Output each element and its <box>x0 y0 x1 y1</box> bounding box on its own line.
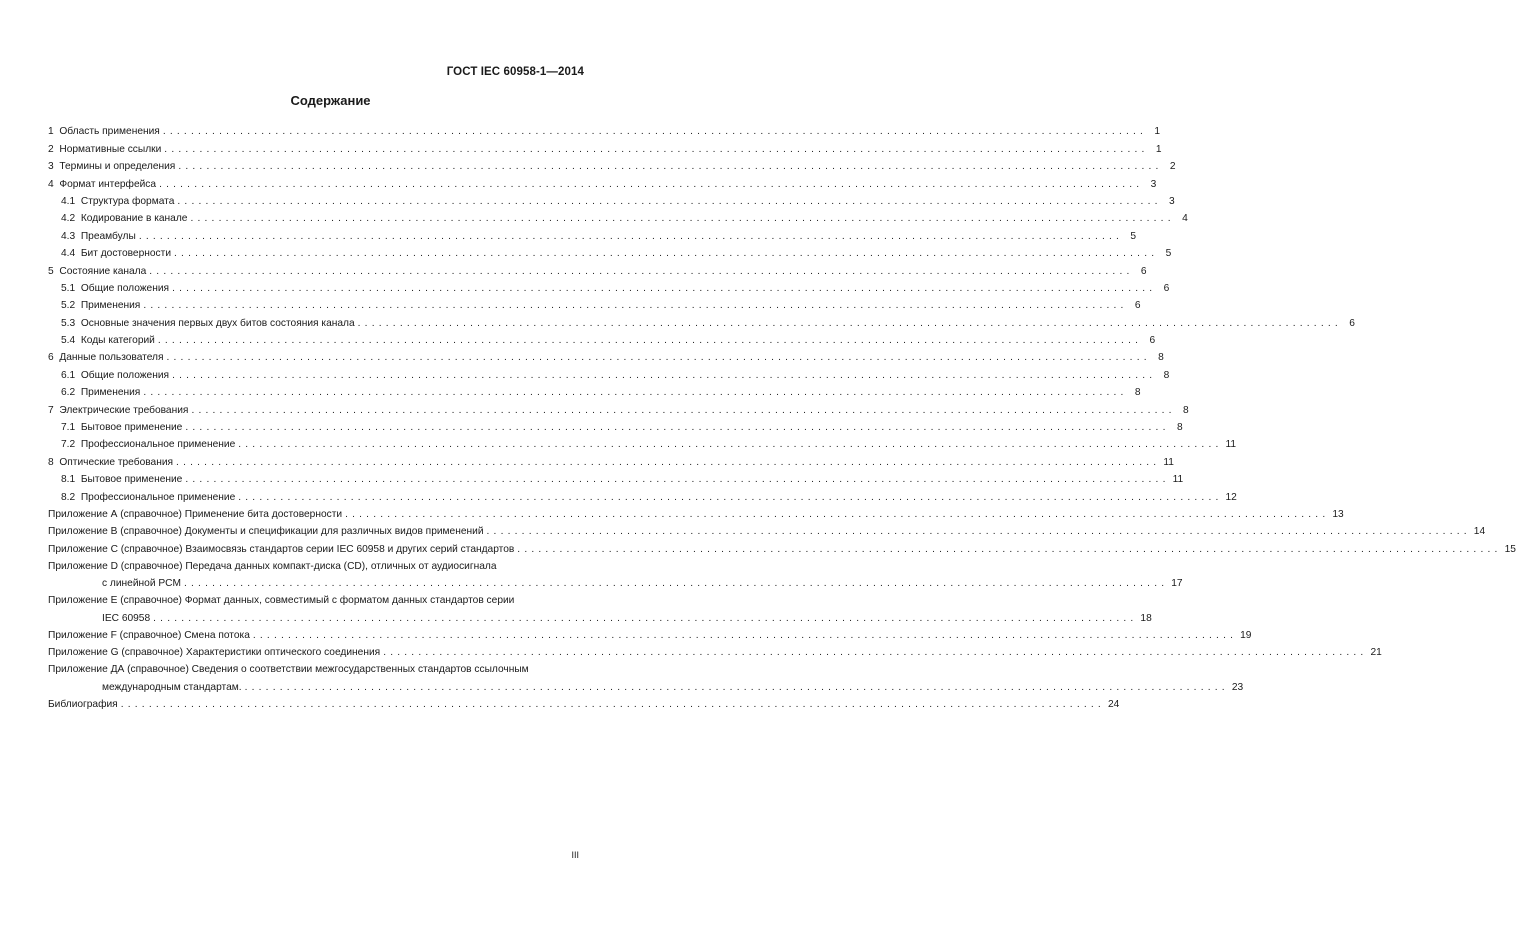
toc-entry-number: 7 <box>48 404 54 416</box>
toc-entry-title-continued: международным стандартам. <box>102 681 242 693</box>
toc-page-number: 11 <box>1172 474 1184 486</box>
dot-leader: ............................................................................................................................................ <box>149 265 1134 277</box>
toc-entry-title: Коды категорий <box>80 335 155 347</box>
toc-entry-title: Термины и определения <box>59 161 176 173</box>
dot-leader: ............................................................................................................................................ <box>383 647 1368 659</box>
toc-entry-title: Библиография <box>48 699 118 711</box>
toc-entry-title: Основные значения первых двух битов состояния канала <box>80 317 355 329</box>
page-title: Содержание <box>290 93 371 108</box>
toc-page-number: 14 <box>1473 526 1486 538</box>
toc-entry-number: 4 <box>48 178 54 190</box>
toc-entry[interactable] <box>48 225 1137 242</box>
toc-page-number: 8 <box>1183 404 1189 416</box>
toc-entry-number: 6.2 <box>61 387 76 399</box>
toc-entry-title: Общие положения <box>80 282 170 294</box>
dot-leader: ............................................................................................................................................ <box>244 681 1229 693</box>
toc-entry[interactable] <box>48 243 1172 260</box>
toc-entry-number: 3 <box>48 161 54 173</box>
toc-entry-title: Бытовое применение <box>80 474 183 486</box>
toc-entry-title: Приложение В (справочное) Документы и спецификации для различных видов применений <box>48 526 484 538</box>
toc-entry-title: Данные пользователя <box>59 352 164 364</box>
toc-entry-title: Нормативные ссылки <box>59 143 162 155</box>
toc-entry[interactable] <box>48 138 1162 155</box>
toc-entry-number: 4.3 <box>61 230 76 242</box>
dot-leader: ............................................................................................................................................ <box>178 161 1163 173</box>
toc-entry-title: Приложение ДА (справочное) Сведения о соответствии межгосударственных стандартов ссылочным <box>48 664 529 676</box>
toc-entry[interactable] <box>48 556 1183 590</box>
toc-entry-number: 4.2 <box>61 213 76 225</box>
toc-page-number: 6 <box>1134 300 1141 312</box>
dot-leader: ............................................................................................................................................ <box>184 578 1169 590</box>
toc-entry-title: Приложение Е (справочное) Формат данных, совместимый с форматом данных стандартов серии <box>48 595 515 607</box>
toc-entry[interactable] <box>48 260 1147 277</box>
dot-leader: ............................................................................................................................................ <box>357 317 1342 329</box>
toc-entry-number: 2 <box>48 143 54 155</box>
table-of-contents <box>48 121 1516 711</box>
toc-entry[interactable] <box>48 659 1244 693</box>
dot-leader: ............................................................................................................................................ <box>164 143 1149 155</box>
toc-entry-number: 1 <box>48 126 54 138</box>
toc-entry-number: 4.4 <box>61 248 76 260</box>
toc-entry[interactable] <box>48 191 1175 208</box>
toc-page-number: 11 <box>1163 456 1174 468</box>
toc-entry-title: Общие положения <box>80 369 170 381</box>
toc-entry-number: 5.4 <box>61 335 76 347</box>
toc-entry-title: Приложение D (справочное) Передача данных компакт-диска (CD), отличных от аудиосигнала <box>48 560 497 572</box>
toc-entry[interactable] <box>48 330 1156 347</box>
toc-page-number: 8 <box>1163 369 1170 381</box>
dot-leader: ............................................................................................................................................ <box>185 422 1170 434</box>
toc-entry-title-continued: с линейной PCM <box>102 578 181 590</box>
dot-leader: ............................................................................................................................................ <box>486 526 1471 538</box>
toc-page-number: 18 <box>1140 612 1152 624</box>
toc-entry-title: Оптические требования <box>59 456 174 468</box>
toc-entry-title: Профессиональное применение <box>80 439 236 451</box>
dot-leader: ............................................................................................................................................ <box>153 612 1138 624</box>
toc-page-number: 6 <box>1349 317 1355 329</box>
dot-leader: ............................................................................................................................................ <box>238 491 1223 503</box>
toc-page-number: 6 <box>1149 335 1156 347</box>
toc-entry[interactable] <box>48 486 1237 503</box>
toc-entry-title: Электрические требования <box>59 404 189 416</box>
toc-entry-number: 7.2 <box>61 439 76 451</box>
dot-leader: ............................................................................................................................................ <box>172 369 1157 381</box>
toc-page-number: 8 <box>1134 387 1141 399</box>
toc-page-number: 15 <box>1504 543 1516 555</box>
dot-leader: ............................................................................................................................................ <box>345 508 1330 520</box>
toc-entry-number: 5 <box>48 265 54 277</box>
toc-entry-title: Применения <box>80 300 141 312</box>
toc-entry-number: 5.3 <box>61 317 76 329</box>
toc-entry[interactable] <box>48 208 1188 225</box>
toc-entry-number: 8 <box>48 456 54 468</box>
dot-leader: ............................................................................................................................................ <box>138 230 1124 242</box>
dot-leader: ............................................................................................................................................ <box>162 126 1148 138</box>
toc-entry-title: Приложение F (справочное) Смена потока <box>48 629 250 641</box>
toc-entry[interactable] <box>48 625 1252 642</box>
toc-page-number: 21 <box>1370 647 1382 659</box>
toc-entry-title: Бит достоверности <box>80 248 172 260</box>
toc-entry-title: Приложение G (справочное) Характеристики оптического соединения <box>48 647 381 659</box>
toc-page-number: 6 <box>1163 282 1170 294</box>
toc-page-number: 1 <box>1155 143 1162 155</box>
dot-leader: ............................................................................................................................................ <box>143 387 1128 399</box>
toc-entry[interactable] <box>48 382 1141 399</box>
dot-leader: ............................................................................................................................................ <box>172 282 1157 294</box>
toc-entry[interactable] <box>48 347 1164 364</box>
toc-entry[interactable] <box>48 521 1486 538</box>
toc-page-number: 11 <box>1225 439 1237 451</box>
toc-entry-number: 7.1 <box>61 422 76 434</box>
toc-entry-number: 4.1 <box>61 195 76 207</box>
toc-entry-number: 8.1 <box>61 474 76 486</box>
toc-entry-title: Профессиональное применение <box>80 491 236 503</box>
toc-page-number: 6 <box>1140 265 1147 277</box>
toc-entry[interactable] <box>48 278 1170 295</box>
toc-entry[interactable] <box>48 590 1152 624</box>
toc-page-number: 23 <box>1231 681 1244 693</box>
toc-entry-title: Формат интерфейса <box>59 178 157 190</box>
toc-entry-title-continued: IEC 60958 <box>102 612 151 624</box>
toc-entry-title: Состояние канала <box>59 265 147 277</box>
document-code: ГОСТ IEC 60958-1—2014 <box>446 66 584 78</box>
dot-leader: ............................................................................................................................................ <box>166 352 1151 364</box>
toc-entry-title: Приложение С (справочное) Взаимосвязь стандартов серии IEC 60958 и других серий стандартов <box>48 543 515 555</box>
toc-entry[interactable] <box>48 694 1120 711</box>
dot-leader: ............................................................................................................................................ <box>191 404 1176 416</box>
toc-entry-title: Структура формата <box>80 195 175 207</box>
toc-entry[interactable] <box>48 538 1516 555</box>
toc-entry[interactable] <box>48 504 1344 521</box>
toc-page-number: 24 <box>1107 699 1120 711</box>
dot-leader: ............................................................................................................................................ <box>174 248 1159 260</box>
toc-entry-title: Применения <box>80 387 141 399</box>
toc-page-number: 3 <box>1168 195 1175 207</box>
dot-leader: ............................................................................................................................................ <box>517 543 1502 555</box>
toc-entry-title: Кодирование в канале <box>80 213 188 225</box>
toc-page-number: 12 <box>1225 491 1237 503</box>
toc-entry[interactable] <box>48 417 1183 434</box>
toc-entry[interactable] <box>48 434 1237 451</box>
dot-leader: ............................................................................................................................................ <box>176 456 1161 468</box>
toc-page-number: 8 <box>1176 422 1183 434</box>
toc-page-number: 5 <box>1130 230 1137 242</box>
toc-page-number: 19 <box>1240 629 1252 641</box>
toc-entry[interactable] <box>48 451 1174 468</box>
toc-entry-number: 5.1 <box>61 282 76 294</box>
toc-entry-number: 6.1 <box>61 369 76 381</box>
toc-entry-number: 5.2 <box>61 300 76 312</box>
toc-entry-title: Приложение А (справочное) Применение бита достоверности <box>48 508 343 520</box>
dot-leader: ............................................................................................................................................ <box>238 439 1223 451</box>
toc-page-number: 8 <box>1158 352 1164 364</box>
toc-page-number: 1 <box>1154 126 1161 138</box>
toc-entry[interactable] <box>48 642 1382 659</box>
toc-entry[interactable] <box>48 364 1170 381</box>
toc-entry[interactable] <box>48 173 1157 190</box>
toc-entry-number: 6 <box>48 352 54 364</box>
dot-leader: ............................................................................................................................................ <box>157 335 1143 347</box>
toc-entry[interactable] <box>48 295 1141 312</box>
dot-leader: ............................................................................................................................................ <box>177 195 1162 207</box>
dot-leader: ............................................................................................................................................ <box>159 178 1144 190</box>
toc-entry-title: Область применения <box>59 126 160 138</box>
toc-page-number: 3 <box>1150 178 1157 190</box>
toc-page-number: 2 <box>1169 161 1176 173</box>
page-number: III <box>571 850 579 860</box>
toc-entry[interactable] <box>48 156 1176 173</box>
dot-leader: ............................................................................................................................................ <box>190 213 1175 225</box>
dot-leader: ............................................................................................................................................ <box>252 629 1238 641</box>
toc-entry[interactable] <box>48 469 1184 486</box>
dot-leader: ............................................................................................................................................ <box>185 474 1170 486</box>
toc-page-number: 5 <box>1165 248 1172 260</box>
toc-entry[interactable] <box>48 312 1355 329</box>
toc-page-number: 17 <box>1171 578 1183 590</box>
toc-entry[interactable] <box>48 399 1189 416</box>
toc-page-number: 13 <box>1332 508 1344 520</box>
toc-entry-title: Бытовое применение <box>80 422 183 434</box>
toc-page-number: 4 <box>1182 213 1188 225</box>
dot-leader: ............................................................................................................................................ <box>120 699 1105 711</box>
dot-leader: ............................................................................................................................................ <box>143 300 1128 312</box>
toc-entry-title: Преамбулы <box>80 230 136 242</box>
toc-entry[interactable] <box>48 121 1161 138</box>
toc-entry-number: 8.2 <box>61 491 76 503</box>
